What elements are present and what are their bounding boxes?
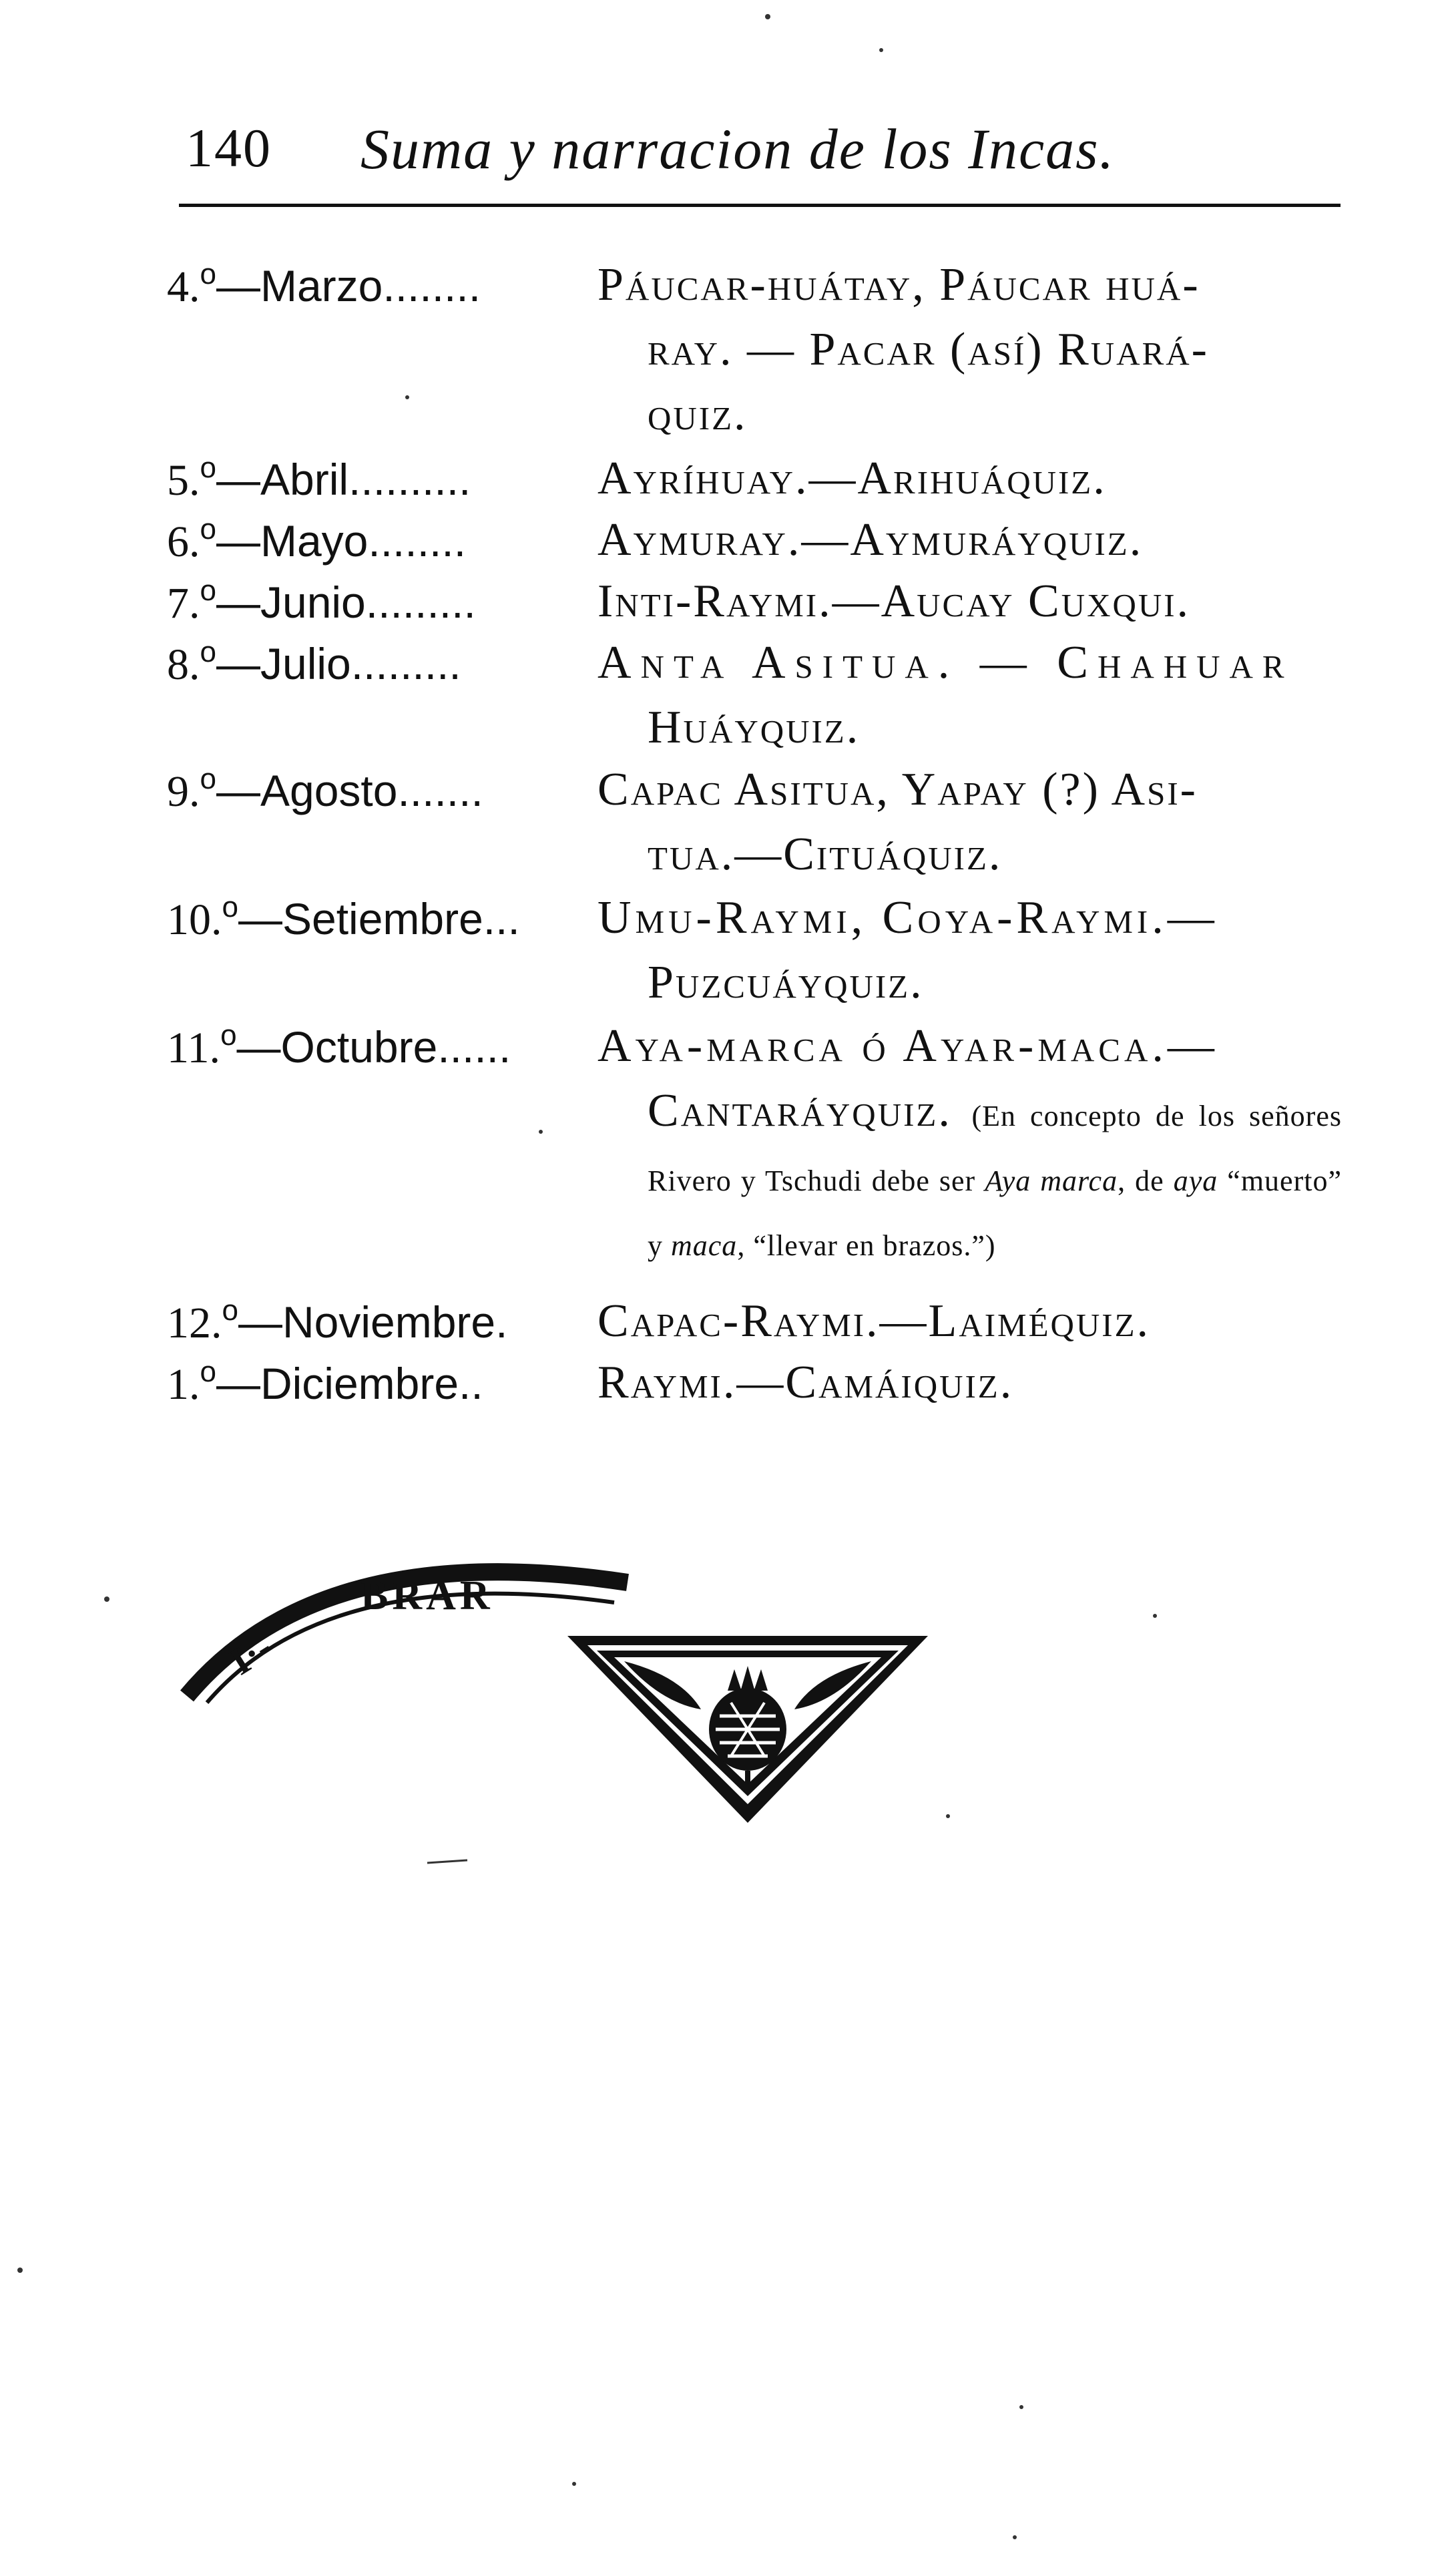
- quechua-names: Ayríhuay.—Arihuáquiz.: [597, 453, 1107, 504]
- month-label: 6.$^o$—Mayo........: [167, 513, 467, 566]
- quechua-names: Capac Asitua, Yapay (?) Asi- tua.—Cituáquiz.: [597, 764, 1198, 880]
- svg-text:BRAR: BRAR: [360, 1573, 494, 1619]
- cantarayquiz: Cantaráyquiz.: [648, 1085, 952, 1136]
- page-number: 140: [186, 118, 272, 178]
- month-label: 8.$^o$—Julio.........: [167, 636, 461, 689]
- month-label: 5.$^o$—Abril..........: [167, 451, 471, 505]
- svg-text:I·-: I·-: [222, 1625, 280, 1684]
- month-label: 11.$^o$—Octubre......: [167, 1019, 511, 1072]
- quechua-names: Umu-Raymi, Coya-Raymi.— Puzcuáyquiz.: [597, 892, 1218, 1008]
- quechua-names: Aymuray.—Aymuráyquiz.: [597, 514, 1144, 566]
- footnote: (En concepto de los señores Rivero y Tschudi debe ser Aya marca, de aya “muerto” y maca, “llevar en brazos.”): [648, 1100, 1342, 1262]
- page-header: [179, 103, 1341, 197]
- header-rule: [179, 204, 1341, 207]
- quechua-names: Raymi.—Camáiquiz.: [597, 1357, 1014, 1408]
- quechua-names: Inti-Raymi.—Aucay Cuxqui.: [597, 576, 1191, 627]
- month-label: 7.$^o$—Junio.........: [167, 574, 476, 628]
- quechua-names: Aya-marca ó Ayar-maca.— Cantaráyquiz. (En concepto de los señores Rivero y Tschudi debe ser Aya marca, de aya “muerto” y maca, “llevar en brazos.”): [597, 1020, 1342, 1262]
- month-label: 1.$^o$—Diciembre..: [167, 1355, 483, 1409]
- month-label: 9.$^o$—Agosto.......: [167, 763, 483, 816]
- quechua-names: Páucar-huátay, Páucar huá- ray. — Pacar (así) Ruará- quiz.: [597, 259, 1209, 440]
- month-label: 4.$^o$—Marzo........: [167, 258, 481, 311]
- thistle-ornament: [561, 1629, 935, 1830]
- month-label: 12.$^o$—Noviembre.: [167, 1294, 508, 1347]
- quechua-names: Capac-Raymi.—Laiméquiz.: [597, 1295, 1151, 1347]
- quechua-names: Anta Asitua. — Chahuar Huáyquiz.: [597, 637, 1294, 753]
- running-title: Suma y narracion de los Incas.: [360, 117, 1116, 181]
- month-label: 10.$^o$—Setiembre...: [167, 891, 520, 944]
